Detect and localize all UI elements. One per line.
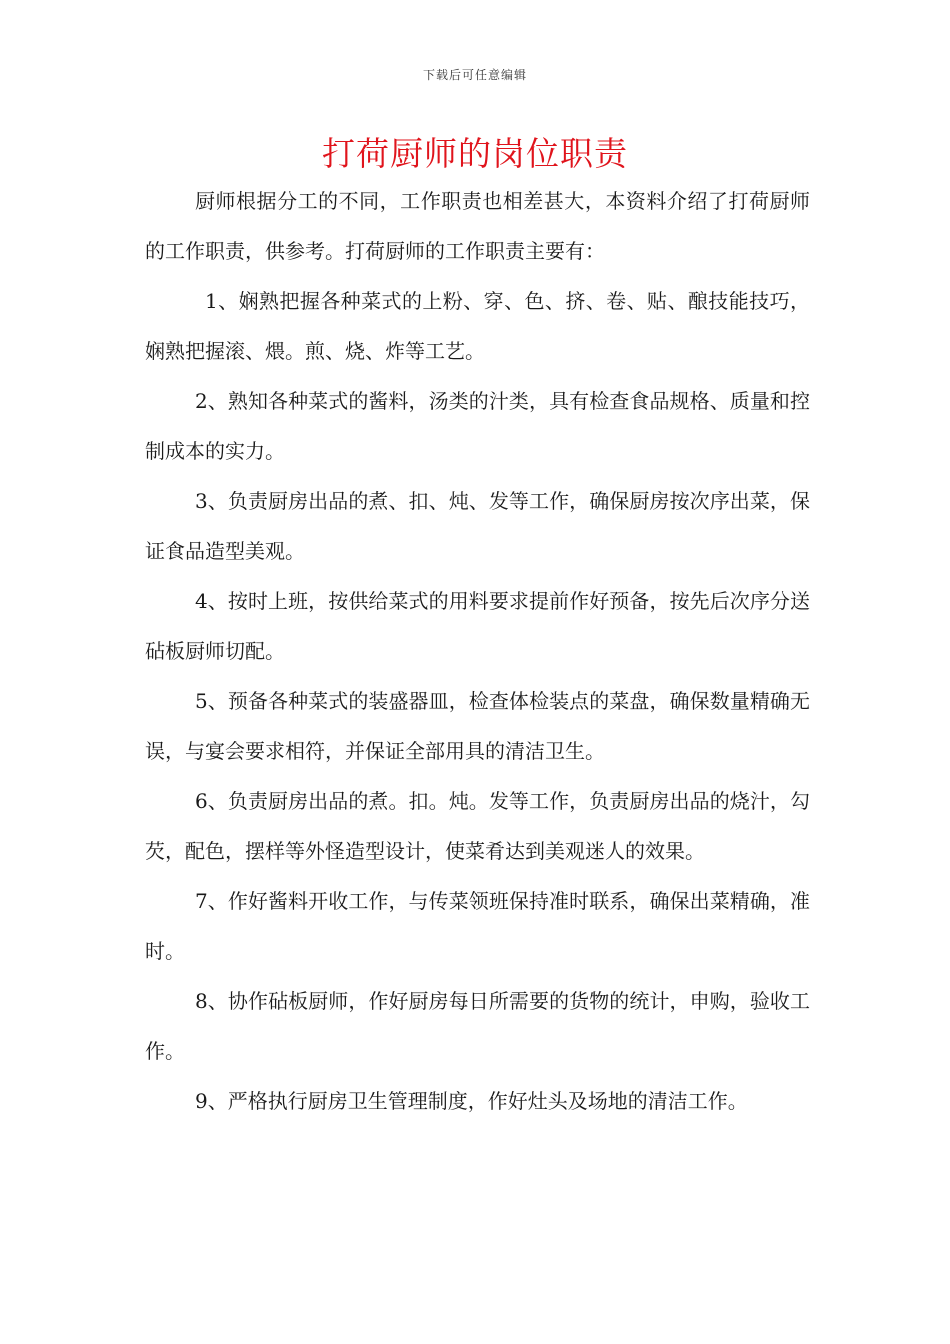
duty-item-8: 8、协作砧板厨师，作好厨房每日所需要的货物的统计，申购，验收工作。 bbox=[145, 989, 810, 1063]
duty-item-5: 5、预备各种菜式的装盛器皿，检查体检装点的菜盘，确保数量精确无误，与宴会要求相符，并保证全部用具的清洁卫生。 bbox=[145, 689, 810, 763]
duty-item-2: 2、熟知各种菜式的酱料，汤类的汁类，具有检查食品规格、质量和控制成本的实力。 bbox=[145, 389, 810, 463]
intro-paragraph: 厨师根据分工的不同，工作职责也相差甚大，本资料介绍了打荷厨师的工作职责，供参考。打荷厨师的工作职责主要有： bbox=[145, 189, 810, 263]
duty-item-9: 9、严格执行厨房卫生管理制度，作好灶头及场地的清洁工作。 bbox=[195, 1089, 748, 1113]
duty-item-1: 1、娴熟把握各种菜式的上粉、穿、色、挤、卷、贴、酿技能技巧，娴熟把握滚、煨。煎、烧、炸等工艺。 bbox=[145, 289, 810, 363]
header-note: 下载后可任意编辑 bbox=[422, 68, 527, 82]
duty-item-6: 6、负责厨房出品的煮。扣。炖。发等工作，负责厨房出品的烧汁，勾芡，配色，摆样等外怪造型设计，使菜肴达到美观迷人的效果。 bbox=[145, 789, 810, 863]
duty-item-7: 7、作好酱料开收工作，与传菜领班保持准时联系，确保出菜精确，准时。 bbox=[145, 889, 810, 963]
duty-item-3: 3、负责厨房出品的煮、扣、炖、发等工作，确保厨房按次序出菜，保证食品造型美观。 bbox=[145, 489, 810, 563]
document-body bbox=[145, 176, 810, 1126]
duty-item-4: 4、按时上班，按供给菜式的用料要求提前作好预备，按先后次序分送砧板厨师切配。 bbox=[145, 589, 810, 663]
document-title: 打荷厨师的岗位职责 bbox=[322, 134, 628, 173]
